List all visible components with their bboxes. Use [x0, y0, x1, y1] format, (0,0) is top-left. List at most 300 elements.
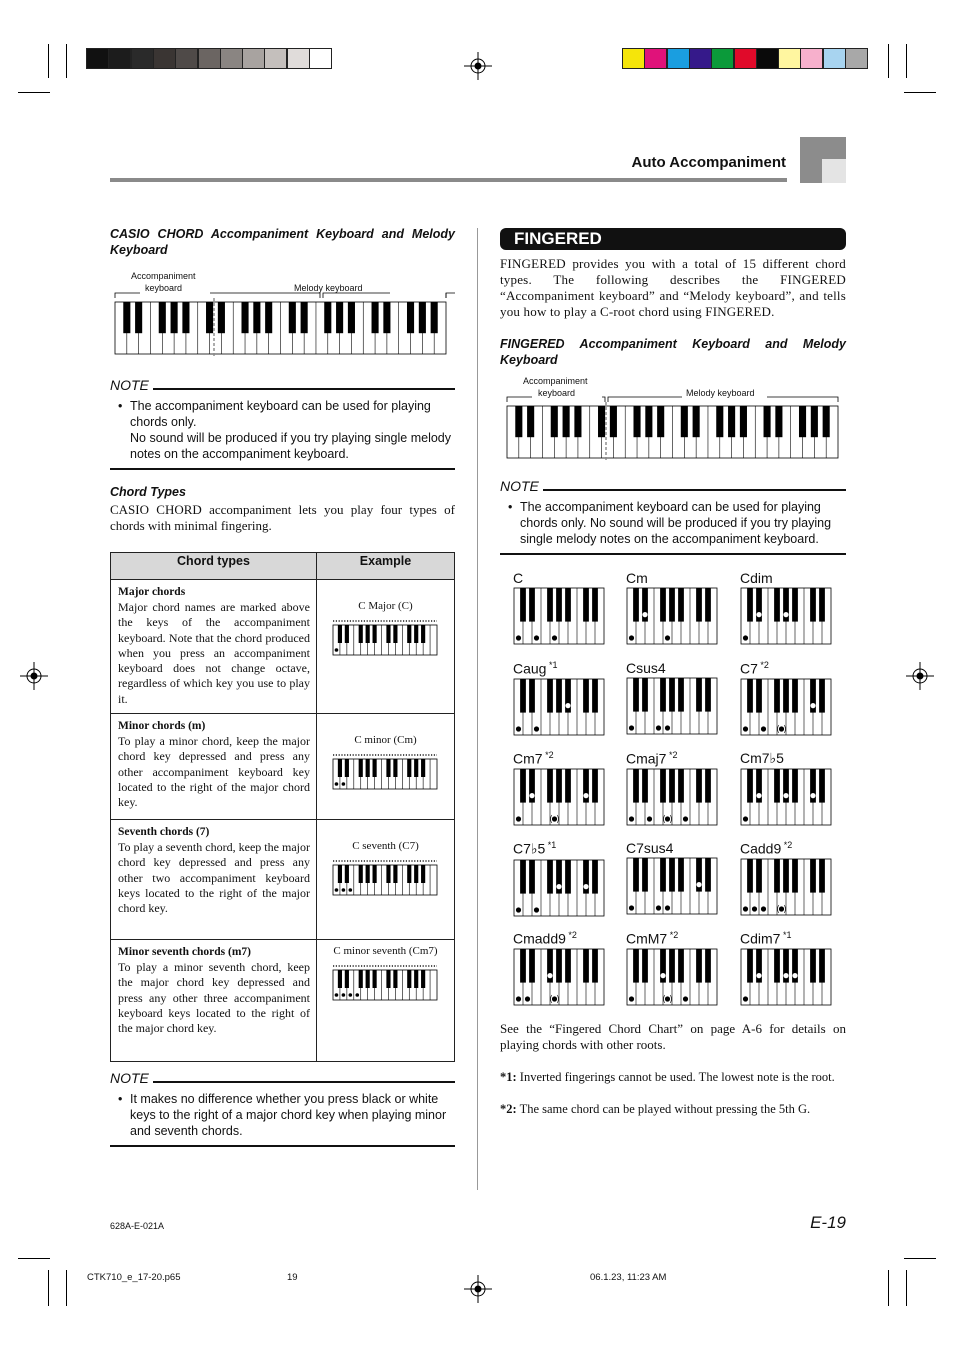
black-key: [386, 970, 390, 988]
gray-swatch: [242, 48, 265, 69]
pressed-white-key-dot: [629, 905, 634, 910]
melody-keyboard-label: Melody keyboard: [294, 283, 363, 293]
black-key: [678, 858, 684, 892]
pressed-white-key-dot: [683, 996, 688, 1001]
black-key: [372, 302, 379, 333]
chord-name-text: CmM7: [626, 930, 668, 947]
bullet: •: [508, 500, 513, 514]
black-key: [336, 302, 343, 333]
black-key: [819, 769, 825, 803]
pressed-white-key-dot: [552, 635, 557, 640]
black-key: [810, 588, 816, 622]
pressed-white-key-dot: [743, 996, 748, 1001]
chord-name-text: C7sus4: [626, 840, 674, 856]
note1-rule: [153, 388, 455, 390]
chord-name: [513, 660, 607, 677]
black-key: [660, 588, 666, 622]
black-key: [774, 588, 780, 622]
pressed-black-key-dot: [783, 793, 788, 798]
black-key: [365, 865, 369, 883]
black-key: [372, 759, 376, 777]
chord-name-text: C7: [740, 660, 758, 677]
black-key: [407, 970, 411, 988]
pressed-black-key-dot: [756, 973, 761, 978]
chord-name: [513, 840, 607, 858]
optional-key-dot: [779, 906, 784, 911]
pressed-white-key-dot: [665, 905, 670, 910]
chord-name: [740, 750, 834, 767]
black-key: [592, 860, 598, 894]
chord-name-text: Cm: [626, 570, 648, 586]
see-also-text: See the “Fingered Chord Chart” on page A-6 for details on playing chords with other roots.: [500, 1021, 846, 1052]
black-key: [431, 302, 438, 333]
black-key: [774, 949, 780, 983]
chord-diagram: [626, 750, 720, 829]
black-key: [810, 949, 816, 983]
black-key: [583, 679, 589, 713]
black-key: [819, 588, 825, 622]
pressed-white-key-dot: [761, 906, 766, 911]
black-key: [819, 949, 825, 983]
chord-name-text: Cadd9: [740, 840, 782, 857]
black-key: [414, 759, 418, 777]
chord-diagram: [626, 660, 720, 738]
color-swatch: [756, 48, 779, 69]
chord-keyboard: [626, 856, 720, 918]
fingered-title-bar: [500, 228, 846, 250]
black-key: [678, 588, 684, 622]
chord-name: [626, 840, 720, 856]
black-key: [669, 858, 675, 892]
black-key: [393, 865, 397, 883]
chord-footnote-mark: *2: [542, 750, 554, 760]
fingered-title: FINGERED: [514, 229, 602, 248]
black-key: [421, 759, 425, 777]
black-key: [657, 406, 664, 437]
black-key: [386, 865, 390, 883]
note2-bottom-rule: [110, 1145, 455, 1147]
black-key: [159, 302, 166, 333]
col-chord-types: Chord types: [111, 553, 317, 580]
black-key: [171, 302, 178, 333]
black-key: [592, 588, 598, 622]
chord-keyboard: [740, 767, 834, 829]
pressed-white-key-dot: [629, 635, 634, 640]
black-key: [705, 678, 711, 712]
black-key: [592, 949, 598, 983]
pressed-key-dot: [334, 888, 338, 892]
black-key: [348, 302, 355, 333]
color-swatch: [800, 48, 823, 69]
gray-swatch: [175, 48, 198, 69]
acc-keyboard-label-1: Accompaniment: [523, 376, 588, 386]
chord-keyboard: [513, 586, 607, 648]
chord-diagram: [626, 930, 720, 1009]
chord-types-table: [110, 552, 455, 1062]
pressed-white-key-dot: [647, 816, 652, 821]
chord-keyboard: [626, 947, 720, 1009]
note1-label: NOTE: [110, 377, 149, 393]
black-key: [337, 865, 341, 883]
acc-keyboard-label-2: keyboard: [538, 388, 576, 398]
crop-mark: [888, 44, 889, 78]
pressed-black-key-dot: [565, 703, 570, 708]
black-key: [642, 949, 648, 983]
black-key: [660, 858, 666, 892]
chord-keyboard: [740, 586, 834, 648]
chord-name: [626, 660, 720, 676]
black-key: [123, 302, 130, 333]
black-key: [810, 859, 816, 893]
pressed-black-key-dot: [783, 612, 788, 617]
black-key: [705, 588, 711, 622]
optional-key-dot: [665, 996, 670, 1001]
black-key: [358, 625, 362, 643]
chord-diagram: [513, 570, 607, 648]
chord-keyboard: [626, 767, 720, 829]
pressed-black-key-dot: [810, 793, 815, 798]
crop-mark: [904, 92, 936, 93]
pressed-key-dot: [341, 888, 345, 892]
pressed-black-key-dot: [583, 884, 588, 889]
example-keyboard: [331, 961, 441, 1003]
note2-label: NOTE: [110, 1070, 149, 1086]
chord-types-intro: CASIO CHORD accompaniment lets you play four types of chords with minimal fingering.: [110, 502, 455, 533]
casio-keyboard-diagram: [110, 290, 455, 360]
chord-keyboard: [513, 947, 607, 1009]
example-keyboard: [331, 856, 441, 898]
chord-keyboard: [513, 858, 607, 920]
crop-mark: [66, 44, 67, 78]
color-swatch: [667, 48, 690, 69]
note2-block: [110, 1070, 455, 1147]
crop-mark: [48, 44, 49, 78]
black-key: [598, 406, 605, 437]
black-key: [419, 302, 426, 333]
black-key: [583, 949, 589, 983]
chord-footnote-mark: *1: [545, 840, 557, 850]
gray-swatch: [198, 48, 221, 69]
black-key: [551, 406, 558, 437]
black-key: [386, 625, 390, 643]
file-page: 19: [287, 1272, 298, 1283]
black-key: [705, 949, 711, 983]
note1-text: The accompaniment keyboard can be used for playing chords only.: [130, 399, 431, 429]
black-key: [633, 678, 639, 712]
black-key: [696, 769, 702, 803]
pressed-white-key-dot: [743, 726, 748, 731]
pressed-black-key-dot: [792, 973, 797, 978]
gray-swatch: [131, 48, 154, 69]
black-key: [565, 949, 571, 983]
black-key: [529, 588, 535, 622]
chord-name: [740, 840, 834, 857]
black-key: [358, 865, 362, 883]
black-key: [206, 302, 213, 333]
gray-swatch: [86, 48, 109, 69]
black-key: [386, 759, 390, 777]
fingered-keyboard-heading: FINGERED Accompaniment Keyboard and Melody Keyboard: [500, 337, 846, 367]
black-key: [740, 406, 747, 437]
black-key: [393, 970, 397, 988]
chord-name-text: Cdim: [740, 570, 773, 586]
chord-name-text: Cdim7: [740, 930, 781, 947]
black-key: [678, 769, 684, 803]
black-key: [747, 588, 753, 622]
black-key: [728, 406, 735, 437]
black-key: [393, 759, 397, 777]
chord-footnote-mark: *2: [781, 840, 793, 850]
black-key: [556, 588, 562, 622]
chord-name: [513, 930, 607, 947]
footnote-2-mark: *2:: [500, 1102, 517, 1116]
pressed-black-key-dot: [810, 703, 815, 708]
black-key: [414, 970, 418, 988]
chord-keyboard: [626, 586, 720, 648]
pressed-black-key-dot: [783, 973, 788, 978]
footnote-2: [500, 1101, 846, 1117]
black-key: [515, 406, 522, 437]
black-key: [520, 588, 526, 622]
chord-footnote-mark: *2: [667, 930, 679, 940]
bullet: •: [118, 399, 123, 413]
black-key: [556, 769, 562, 803]
crop-mark: [48, 1270, 49, 1306]
pressed-key-dot: [355, 993, 359, 997]
gray-swatch: [108, 48, 131, 69]
black-key: [792, 588, 798, 622]
pressed-white-key-dot: [516, 635, 521, 640]
melody-keyboard-label: Melody keyboard: [686, 388, 755, 398]
section-title: Auto Accompaniment: [631, 154, 786, 171]
black-key: [660, 769, 666, 803]
color-swatch: [778, 48, 801, 69]
pressed-black-key-dot: [696, 882, 701, 887]
row-desc: To play a minor seventh chord, keep the major chord key depressed and press any other three accompaniment keyboard keys located to the right of the major chord key.: [118, 960, 310, 1036]
black-key: [372, 970, 376, 988]
table-row: [111, 820, 455, 940]
chord-footnote-mark: *2: [565, 930, 577, 940]
optional-key-dot: [552, 816, 557, 821]
chord-diagram: [513, 750, 607, 829]
black-key: [529, 679, 535, 713]
black-key: [747, 859, 753, 893]
pressed-white-key-dot: [534, 635, 539, 640]
footnote-1-text: Inverted fingerings cannot be used. The lowest note is the root.: [519, 1070, 835, 1084]
pressed-black-key-dot: [660, 973, 665, 978]
chord-name: [740, 930, 834, 947]
chord-name-text: Cmadd9: [513, 930, 566, 947]
crop-mark: [904, 1258, 936, 1259]
chord-keyboard: [740, 947, 834, 1009]
pressed-white-key-dot: [743, 816, 748, 821]
pressed-white-key-dot: [525, 996, 530, 1001]
pressed-black-key-dot: [529, 793, 534, 798]
pressed-white-key-dot: [665, 635, 670, 640]
black-key: [365, 970, 369, 988]
black-key: [642, 678, 648, 712]
black-key: [633, 769, 639, 803]
example-label: C minor seventh (Cm7): [333, 945, 438, 957]
color-swatch: [622, 48, 645, 69]
black-key: [301, 302, 308, 333]
pressed-white-key-dot: [752, 906, 757, 911]
pressed-white-key-dot: [629, 725, 634, 730]
color-swatch: [711, 48, 734, 69]
example-label: C Major (C): [358, 600, 413, 612]
black-key: [633, 406, 640, 437]
pressed-white-key-dot: [516, 907, 521, 912]
black-key: [529, 860, 535, 894]
pressed-white-key-dot: [761, 726, 766, 731]
chord-diagram: [740, 570, 834, 648]
black-key: [407, 625, 411, 643]
black-key: [289, 302, 296, 333]
color-swatch: [644, 48, 667, 69]
chord-diagram: [513, 930, 607, 1009]
acc-keyboard-label-2: keyboard: [145, 283, 183, 293]
black-key: [756, 859, 762, 893]
timestamp: 06.1.23, 11:23 AM: [590, 1272, 667, 1283]
black-key: [324, 302, 331, 333]
black-key: [520, 860, 526, 894]
black-key: [547, 860, 553, 894]
black-key: [344, 625, 348, 643]
chord-name: [626, 750, 720, 767]
black-key: [556, 679, 562, 713]
example-keyboard: [331, 616, 441, 658]
black-key: [547, 679, 553, 713]
row-desc: To play a seventh chord, keep the major chord key depressed and press any other two accompaniment keyboard keys located to the right of the major chord key.: [118, 840, 310, 916]
black-key: [547, 588, 553, 622]
registration-mark: [464, 52, 492, 80]
black-key: [372, 625, 376, 643]
chord-keyboard: [740, 857, 834, 919]
table-row: [111, 940, 455, 1062]
acc-keyboard-label-1: Accompaniment: [131, 271, 196, 281]
corner-tab-light: [822, 159, 846, 183]
example-keyboard: [331, 750, 441, 792]
table-row: [111, 714, 455, 820]
black-key: [407, 302, 414, 333]
black-key: [696, 588, 702, 622]
black-key: [669, 769, 675, 803]
black-key: [337, 625, 341, 643]
black-key: [764, 406, 771, 437]
black-key: [783, 859, 789, 893]
black-key: [407, 759, 411, 777]
pressed-white-key-dot: [534, 907, 539, 912]
black-key: [358, 970, 362, 988]
pressed-white-key-dot: [656, 905, 661, 910]
black-key: [565, 588, 571, 622]
chord-name: [740, 660, 834, 677]
pressed-white-key-dot: [516, 726, 521, 731]
fingered-note-rule: [543, 489, 846, 491]
crop-mark: [18, 1258, 50, 1259]
pressed-white-key-dot: [516, 816, 521, 821]
pressed-black-key-dot: [556, 884, 561, 889]
color-swatch: [823, 48, 846, 69]
black-key: [705, 769, 711, 803]
doc-code: 628A-E-021A: [110, 1221, 165, 1231]
black-key: [574, 406, 581, 437]
black-key: [660, 678, 666, 712]
chord-diagram: [740, 660, 834, 739]
black-key: [775, 406, 782, 437]
black-key: [393, 625, 397, 643]
black-key: [365, 759, 369, 777]
chord-name-text: Cmaj7: [626, 750, 667, 767]
black-key: [565, 769, 571, 803]
black-key: [783, 679, 789, 713]
optional-key-dot: [779, 726, 784, 731]
black-key: [344, 865, 348, 883]
black-key: [344, 970, 348, 988]
chord-diagram: [626, 570, 720, 648]
black-key: [520, 949, 526, 983]
black-key: [645, 406, 652, 437]
pressed-key-dot: [334, 648, 338, 652]
fingered-intro: FINGERED provides you with a total of 15 different chord types. The following describes the FINGERED “Accompaniment keyboard” and “Melody keyboard”, and tells you how to play a C-root chord using FINGERED.: [500, 256, 846, 319]
footnote-1: [500, 1069, 846, 1085]
black-key: [774, 859, 780, 893]
gray-swatch: [264, 48, 287, 69]
gray-swatch: [220, 48, 243, 69]
crop-mark: [888, 1270, 889, 1306]
pressed-white-key-dot: [534, 726, 539, 731]
black-key: [823, 406, 830, 437]
chord-name: [626, 570, 720, 586]
pressed-black-key-dot: [756, 612, 761, 617]
file-name: CTK710_e_17-20.p65: [87, 1272, 181, 1283]
black-key: [633, 588, 639, 622]
black-key: [592, 679, 598, 713]
color-swatch: [689, 48, 712, 69]
table-row: [111, 580, 455, 714]
chord-footnote-mark: *2: [666, 750, 678, 760]
chord-types-heading: Chord Types: [110, 485, 186, 499]
pressed-white-key-dot: [629, 996, 634, 1001]
crop-mark: [906, 44, 907, 78]
chord-name-text: Caug: [513, 660, 547, 677]
black-key: [792, 679, 798, 713]
row-title: Minor chords (m): [118, 720, 206, 732]
fingered-note-text: The accompaniment keyboard can be used for playing chords only. No sound will be produced if you try playing single melody notes on the accompaniment keyboard.: [520, 500, 832, 546]
registration-mark: [464, 1275, 492, 1303]
black-key: [774, 769, 780, 803]
row-title: Major chords: [118, 586, 186, 598]
chord-name: [626, 930, 720, 947]
black-key: [774, 679, 780, 713]
chord-diagram: [740, 840, 834, 919]
row-desc: To play a minor chord, keep the major chord key depressed and press any other accompaniment keyboard key located to the right of the major chord key.: [118, 734, 310, 810]
chord-footnote-mark: *2: [757, 660, 769, 670]
chord-name-text: C7♭5: [513, 840, 546, 857]
black-key: [792, 859, 798, 893]
fingered-keyboard-diagram: [502, 394, 847, 464]
footnote-1-mark: *1:: [500, 1070, 517, 1084]
fingered-note-block: [500, 478, 846, 555]
black-key: [811, 406, 818, 437]
black-key: [218, 302, 225, 333]
chord-name: [740, 570, 834, 586]
footnote-2-text: The same chord can be played without pressing the 5th G.: [519, 1102, 811, 1116]
black-key: [642, 769, 648, 803]
optional-key-dot: [552, 996, 557, 1001]
black-key: [747, 679, 753, 713]
chord-footnote-mark: *1: [780, 930, 792, 940]
